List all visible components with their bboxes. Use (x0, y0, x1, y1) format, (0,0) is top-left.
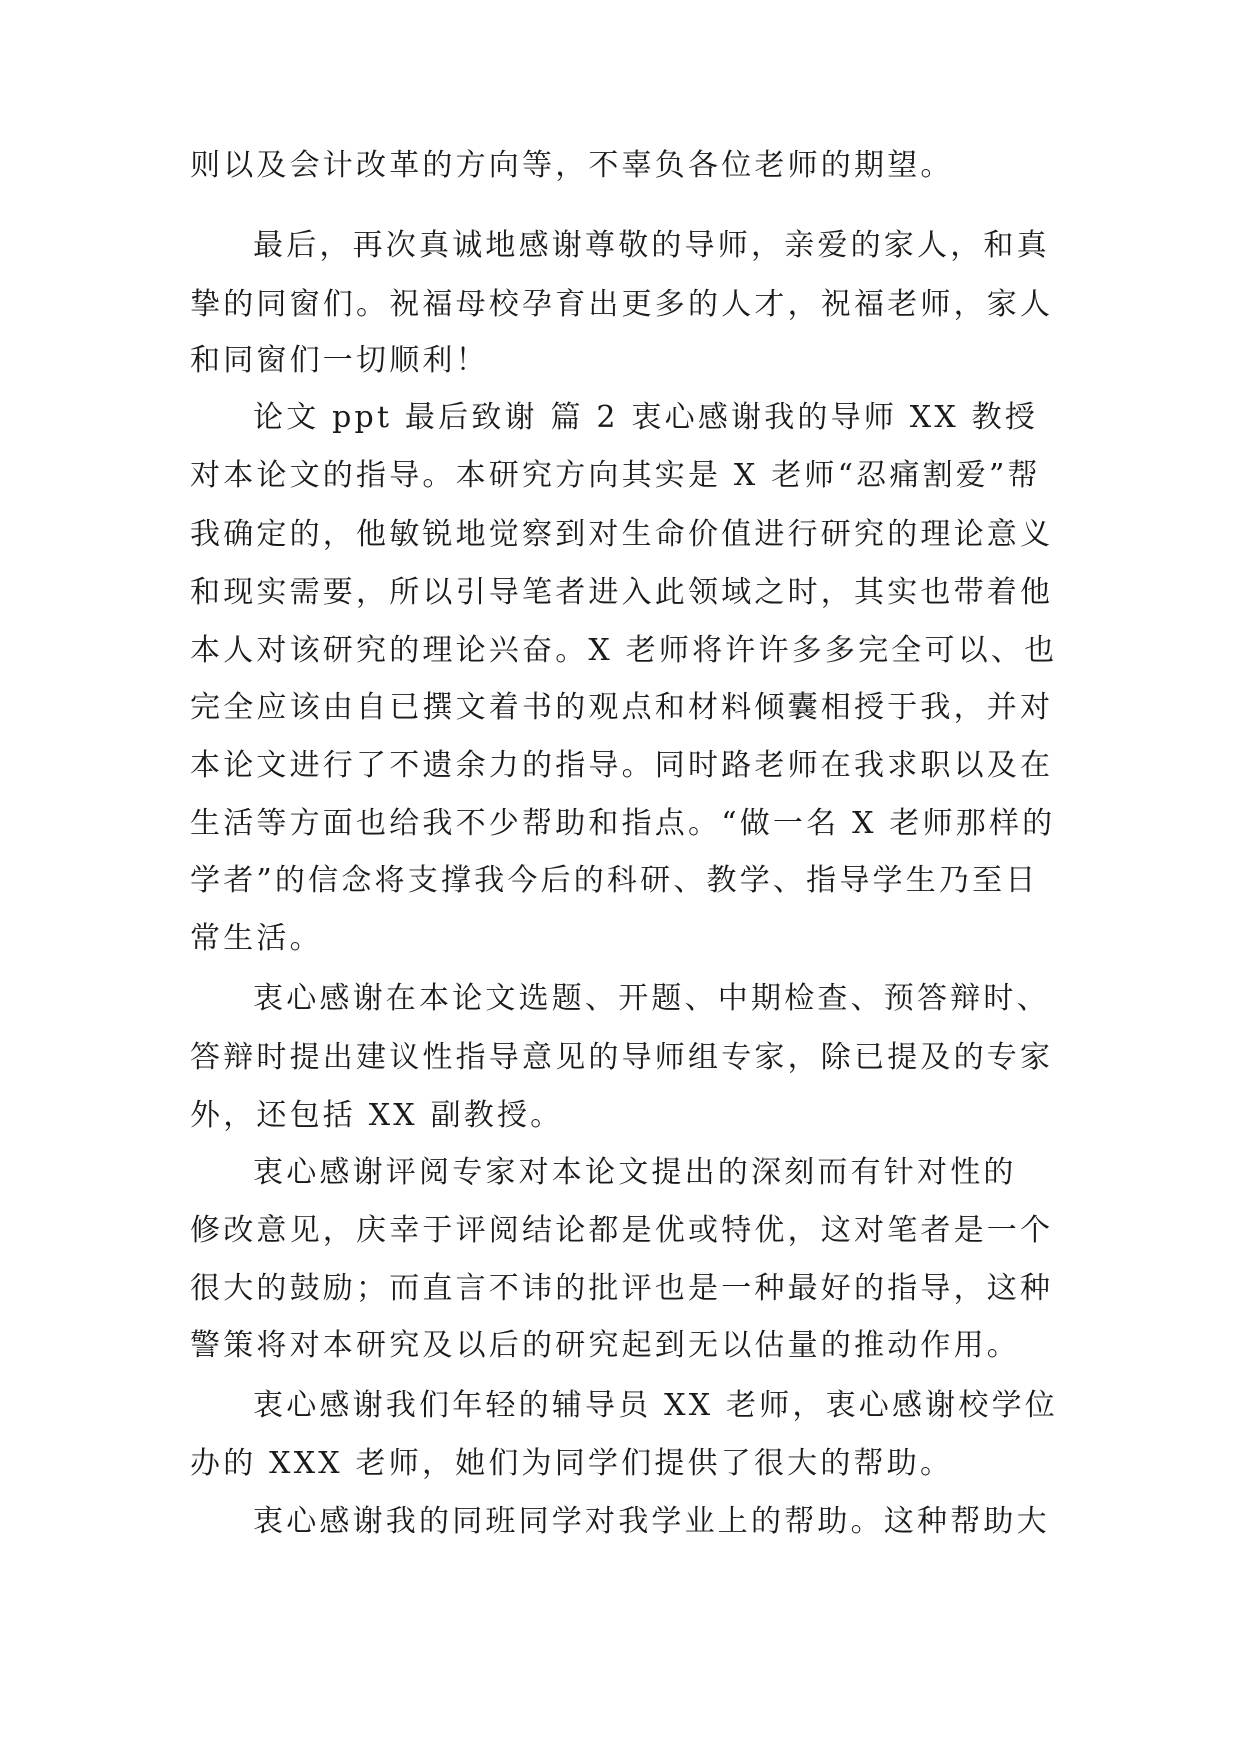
text-line: 衷心感谢我的同班同学对我学业上的帮助。这种帮助大 (253, 1504, 1050, 1539)
text-line: 生活等方面也给我不少帮助和指点。“做一名 X 老师那样的 (190, 806, 1056, 841)
text-line: 衷心感谢我们年轻的辅导员 XX 老师，衷心感谢校学位 (253, 1388, 1058, 1423)
text-line: 本人对该研究的理论兴奋。X 老师将许许多多完全可以、也 (190, 633, 1058, 668)
text-line: 完全应该由自已撰文着书的观点和材料倾囊相授于我，并对 (190, 690, 1054, 725)
text-line: 和现实需要，所以引导笔者进入此领域之时，其实也带着他 (190, 575, 1054, 610)
text-line: 论文 ppt 最后致谢 篇 2 衷心感谢我的导师 XX 教授 (253, 400, 1039, 435)
text-line: 很大的鼓励；而直言不讳的批评也是一种最好的指导，这种 (190, 1271, 1054, 1306)
text-line: 挚的同窗们。祝福母校孕育出更多的人才，祝福老师，家人 (190, 287, 1054, 322)
text-line: 和同窗们一切顺利！ (190, 343, 489, 378)
text-line: 衷心感谢在本论文选题、开题、中期检查、预答辩时、 (253, 981, 1050, 1016)
text-line: 最后，再次真诚地感谢尊敬的导师，亲爱的家人，和真 (253, 228, 1050, 263)
text-line: 答辩时提出建议性指导意见的导师组专家，除已提及的专家 (190, 1040, 1054, 1075)
text-line: 修改意见，庆幸于评阅结论都是优或特优，这对笔者是一个 (190, 1213, 1054, 1248)
text-line: 警策将对本研究及以后的研究起到无以估量的推动作用。 (190, 1328, 1020, 1363)
text-line: 学者”的信念将支撑我今后的科研、教学、指导学生乃至日 (190, 863, 1039, 898)
text-line: 外，还包括 XX 副教授。 (190, 1098, 564, 1133)
text-line: 我确定的，他敏锐地觉察到对生命价值进行研究的理论意义 (190, 517, 1054, 552)
text-line: 办的 XXX 老师，她们为同学们提供了很大的帮助。 (190, 1446, 954, 1481)
text-line: 则以及会计改革的方向等，不辜负各位老师的期望。 (190, 148, 954, 183)
text-line: 对本论文的指导。本研究方向其实是 X 老师“忍痛割爱”帮 (190, 458, 1041, 493)
text-line: 常生活。 (190, 921, 323, 956)
text-line: 衷心感谢评阅专家对本论文提出的深刻而有针对性的 (253, 1155, 1017, 1190)
text-line: 本论文进行了不遗余力的指导。同时路老师在我求职以及在 (190, 748, 1054, 783)
